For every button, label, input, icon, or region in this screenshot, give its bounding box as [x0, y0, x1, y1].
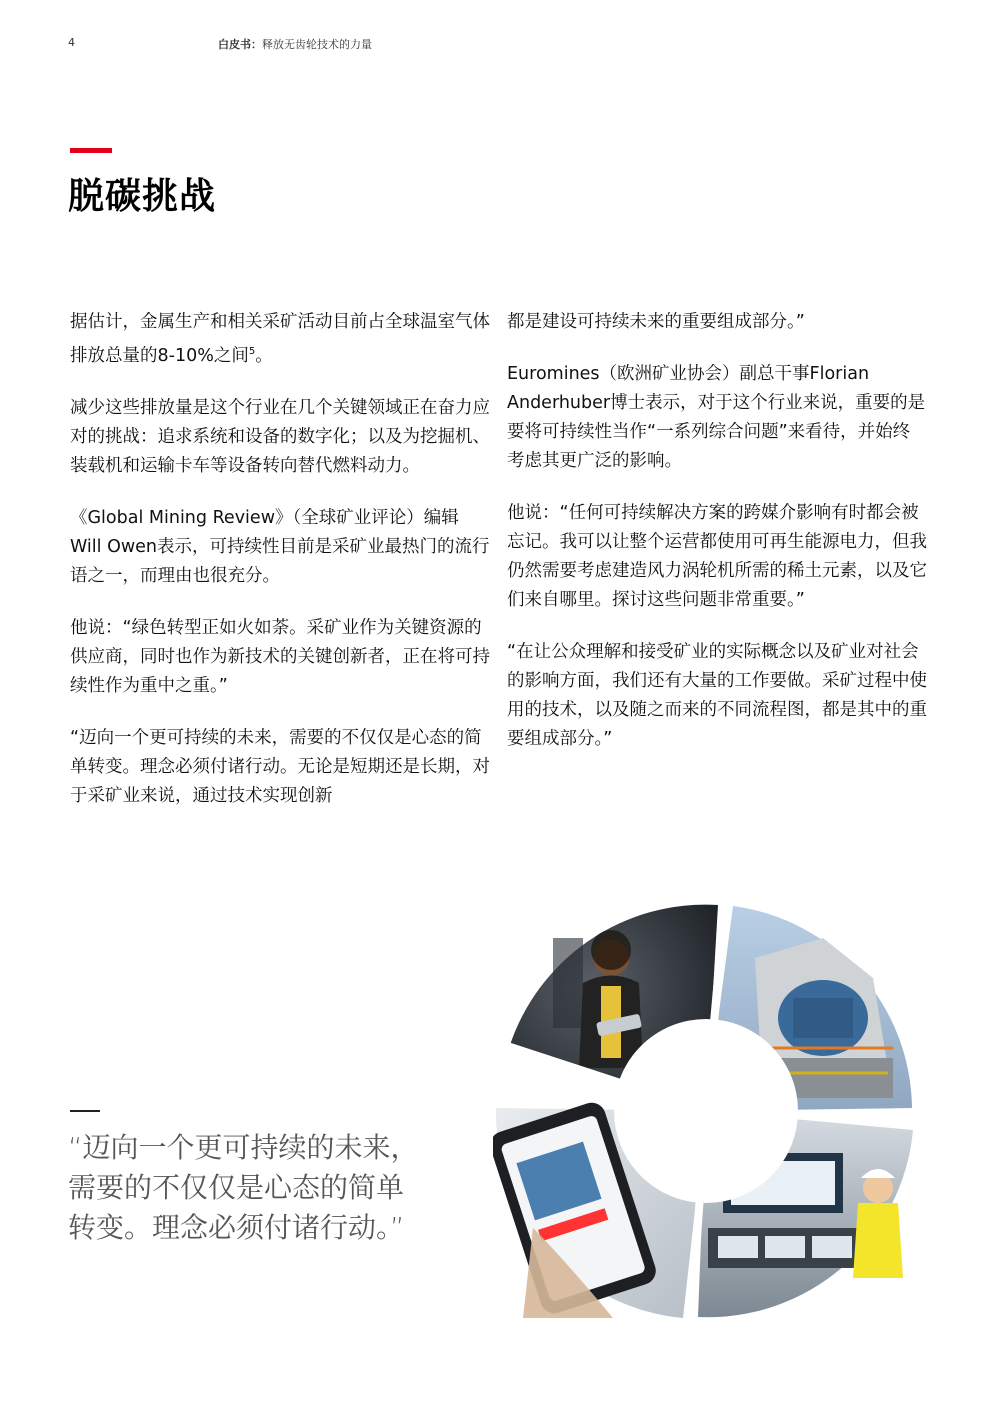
photo-wheel [493, 898, 919, 1324]
paragraph: Euromines（欧洲矿业协会）副总干事Florian Anderhuber博士表示，对于这个行业来说，重要的是要将可持续性当作“一系列综合问题”来看待，并始终考虑其更广泛的影响。 [507, 364, 926, 471]
pull-quote-line: “迈向一个更可持续的未来， [68, 1131, 419, 1164]
paragraph: 《Global Mining Review》（全球矿业评论）编辑Will Owen表示，可持续性目前是采矿业最热门的流行语之一，而理由也很充分。 [70, 507, 490, 586]
wheel-center [614, 1019, 798, 1203]
pull-quote-line: 需要的不仅仅是心态的简单 [68, 1171, 405, 1204]
paragraph-text: 据估计，金属生产和相关采矿活动目前占全球温室气体排放总量的8-10%之间 [70, 312, 490, 366]
doc-type: 白皮书： [218, 38, 262, 51]
quote-rule [70, 1110, 100, 1112]
page-title: 脱碳挑战 [68, 176, 217, 217]
footnote-ref: 5 [248, 346, 256, 357]
paragraph: 他说：“任何可持续解决方案的跨媒介影响有时都会被忘记。我可以让整个运营都使用可再生能源电力，但我仍然需要考虑建造风力涡轮机所需的稀土元素，以及它们来自哪里。探讨这些问题非常重要。” [507, 503, 927, 610]
accent-bar [70, 148, 112, 153]
pull-quote-line: 转变。理念必须付诸行动。” [68, 1211, 405, 1244]
page-header [68, 36, 932, 54]
paragraph: 他说：“绿色转型正如火如荼。采矿业作为关键资源的供应商，同时也作为新技术的关键创新者，正在将可持续性作为重中之重。” [70, 617, 490, 696]
running-title [218, 36, 372, 52]
pull-quote [68, 1128, 468, 1248]
paragraph: “在让公众理解和接受矿业的实际概念以及矿业对社会的影响方面，我们还有大量的工作要做。采矿过程中使用的技术，以及随之而来的不同流程图，都是其中的重要组成部分。” [507, 642, 927, 749]
paragraph: 减少这些排放量是这个行业在几个关键领域正在奋力应对的挑战：追求系统和设备的数字化；以及为挖掘机、装载机和运输卡车等设备转向替代燃料动力。 [70, 397, 490, 476]
paragraph: 据估计，金属生产和相关采矿活动目前占全球温室气体排放总量的8-10%之间$^5$。 [70, 312, 490, 366]
page-number: 4 [68, 36, 75, 49]
paragraph: “迈向一个更可持续的未来，需要的不仅仅是心态的简单转变。理念必须付诸行动。无论是短期还是长期，对于采矿业来说，通过技术实现创新 [70, 727, 490, 806]
left-column [70, 308, 490, 834]
paragraph: 都是建设可持续未来的重要组成部分。” [507, 312, 805, 332]
doc-title: 释放无齿轮技术的力量 [262, 38, 372, 51]
right-column [507, 308, 927, 777]
